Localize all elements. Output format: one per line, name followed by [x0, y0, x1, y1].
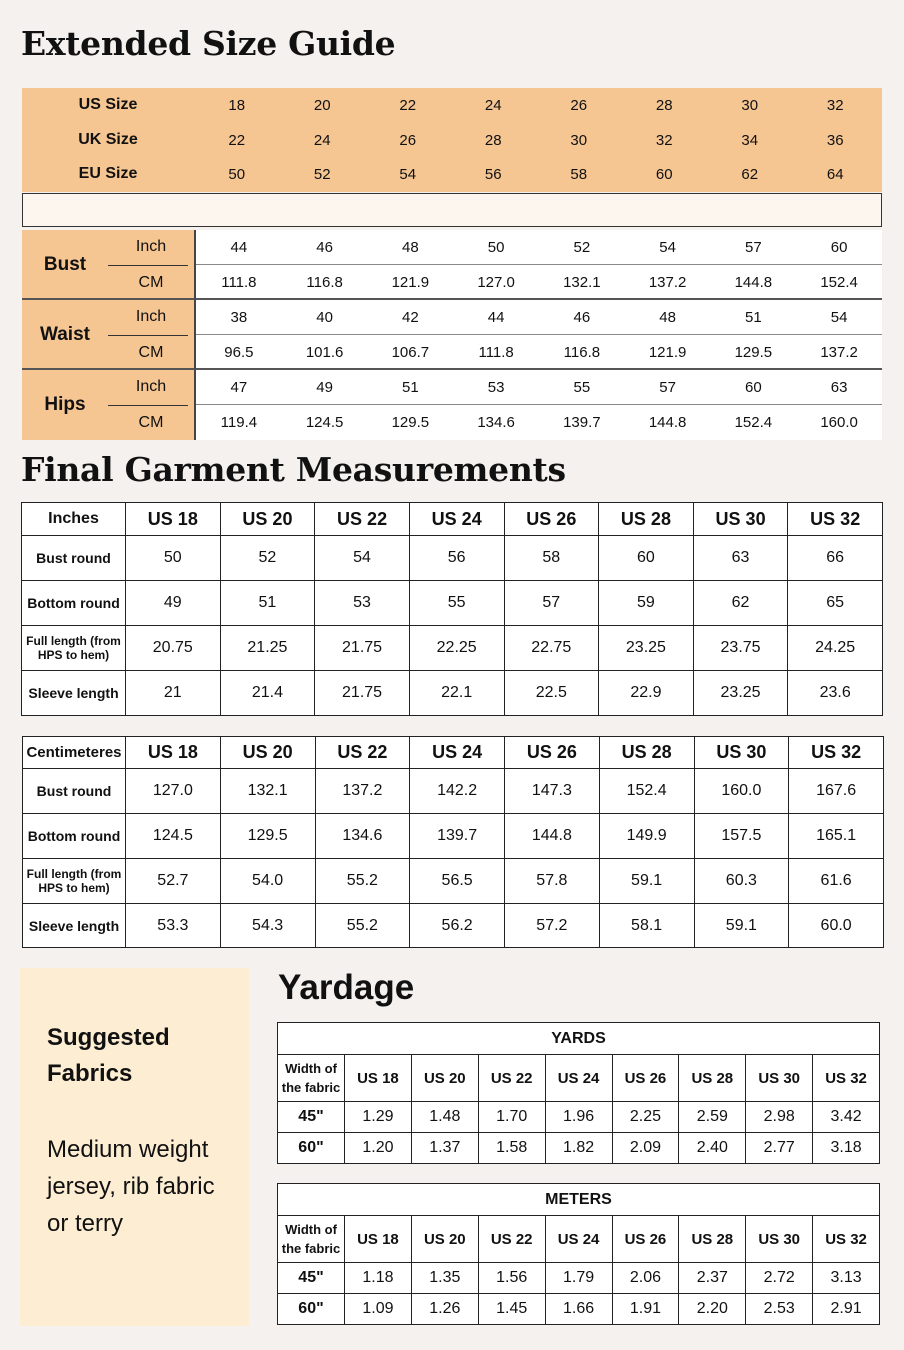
cm-label: CM	[138, 414, 164, 431]
meters-table	[277, 1183, 880, 1325]
value-cell: 124.5	[305, 413, 344, 431]
value-cell: 111.8	[221, 273, 257, 291]
yards-caption: YARDS	[278, 1023, 880, 1055]
value-cell: 160.0	[820, 413, 858, 431]
row-label: 45"	[278, 1263, 345, 1294]
value-cell: 57	[745, 238, 762, 256]
row-label: Sleeve length	[23, 904, 126, 948]
table-cell: 3.18	[813, 1133, 880, 1164]
value-cell: 132.1	[563, 273, 601, 291]
table-cell: 132.1	[220, 769, 315, 814]
value-cell: 134.6	[477, 413, 515, 431]
value-cell: 42	[402, 308, 419, 326]
table-cell: 51	[220, 581, 315, 626]
table-cell: 149.9	[599, 814, 694, 859]
table-corner: Inches	[22, 503, 126, 536]
table-cell: 23.75	[693, 626, 788, 671]
fabrics-heading: Suggested Fabrics	[47, 1024, 170, 1087]
value-cell: 116.8	[306, 273, 343, 291]
table-cell: 160.0	[694, 769, 789, 814]
value-cell: 139.7	[563, 413, 601, 431]
table-cell: 62	[693, 581, 788, 626]
table-row	[22, 536, 883, 581]
table-cell: 22.75	[504, 626, 599, 671]
table-cell: 1.96	[545, 1102, 612, 1133]
value-cell: 119.4	[220, 413, 258, 431]
table-cell: 21.4	[220, 671, 315, 716]
value-cell: 53	[487, 378, 505, 396]
row-label: Bust round	[22, 536, 126, 581]
waist-label-group	[22, 300, 194, 370]
value-cell: 96.5	[224, 343, 254, 361]
table-cell: 60.3	[694, 859, 789, 904]
garment-cm-table	[22, 736, 884, 948]
table-cell: 127.0	[126, 769, 221, 814]
table-cell: 52.7	[126, 859, 221, 904]
table-cell: 1.66	[545, 1294, 612, 1325]
column-header: US 24	[410, 737, 505, 769]
value-cell: 51	[745, 308, 762, 326]
fabrics-description: Medium weight jersey, rib fabric or terry	[47, 1136, 215, 1237]
table-cell: 2.91	[813, 1294, 880, 1325]
measurement-values	[194, 230, 882, 440]
column-header: US 24	[545, 1216, 612, 1263]
size-cell: 24	[313, 131, 331, 149]
waist-inch-row	[196, 300, 882, 334]
eu-size-row	[22, 157, 882, 191]
table-cell: 2.06	[612, 1263, 679, 1294]
size-cell: 62	[741, 165, 759, 183]
table-row	[278, 1102, 880, 1133]
table-cell: 2.72	[746, 1263, 813, 1294]
row-label: Full length (from HPS to hem)	[22, 626, 126, 671]
hips-inch-row	[196, 370, 882, 404]
bust-label-group	[22, 230, 194, 300]
table-cell: 1.91	[612, 1294, 679, 1325]
column-header: US 22	[478, 1055, 545, 1102]
hips-label-group	[22, 370, 194, 440]
table-cell: 57.8	[505, 859, 600, 904]
column-header: US 26	[505, 737, 600, 769]
table-cell: 1.20	[345, 1133, 412, 1164]
table-cell: 1.26	[411, 1294, 478, 1325]
column-header: US 28	[599, 503, 694, 536]
table-cell: 129.5	[220, 814, 315, 859]
column-header: US 28	[679, 1216, 746, 1263]
table-cell: 1.82	[545, 1133, 612, 1164]
table-row	[22, 626, 883, 671]
size-cell: 58	[570, 165, 588, 183]
size-cell: 26	[570, 96, 588, 114]
table-cell: 1.35	[411, 1263, 478, 1294]
column-header: US 20	[220, 737, 315, 769]
table-cell: 2.09	[612, 1133, 679, 1164]
table-cell: 22.25	[409, 626, 504, 671]
table-corner: Width of the fabric	[278, 1055, 345, 1102]
row-label: Bust round	[23, 769, 126, 814]
table-row	[278, 1263, 880, 1294]
table-cell: 60.0	[789, 904, 884, 948]
column-header: US 22	[315, 737, 410, 769]
column-header: US 20	[411, 1055, 478, 1102]
column-header: US 32	[813, 1216, 880, 1263]
table-cell: 2.40	[679, 1133, 746, 1164]
table-cell: 66	[788, 536, 883, 581]
column-header: US 22	[315, 503, 410, 536]
inch-label: Inch	[135, 378, 167, 395]
uk-size-label: UK Size	[78, 131, 138, 148]
value-cell: 49	[316, 378, 333, 396]
hips-values	[194, 370, 882, 440]
table-cell: 1.70	[478, 1102, 545, 1133]
column-header: US 18	[345, 1216, 412, 1263]
column-header: US 22	[478, 1216, 545, 1263]
table-cell: 1.29	[345, 1102, 412, 1133]
bust-inch-row	[196, 230, 882, 264]
table-cell: 2.59	[679, 1102, 746, 1133]
value-cell: 60	[830, 238, 848, 256]
table-cell: 3.13	[813, 1263, 880, 1294]
table-cell: 1.58	[478, 1133, 545, 1164]
body-measurements	[22, 230, 882, 440]
table-cell: 167.6	[789, 769, 884, 814]
value-cell: 52	[573, 238, 591, 256]
value-cell: 44	[487, 308, 505, 326]
size-cell: 24	[484, 96, 502, 114]
value-cell: 50	[487, 238, 505, 256]
table-cell: 137.2	[315, 769, 410, 814]
table-cell: 59	[599, 581, 694, 626]
table-cell: 23.6	[788, 671, 883, 716]
table-cell: 24.25	[788, 626, 883, 671]
table-cell: 21.75	[315, 626, 410, 671]
table-cell: 2.98	[746, 1102, 813, 1133]
table-cell: 157.5	[694, 814, 789, 859]
value-cell: 127.0	[477, 273, 515, 291]
size-cell: 22	[228, 131, 246, 149]
table-cell: 54.0	[220, 859, 315, 904]
cm-label: CM	[138, 344, 164, 361]
column-header: US 20	[220, 503, 315, 536]
table-cell: 139.7	[410, 814, 505, 859]
table-cell: 57	[504, 581, 599, 626]
column-header: US 18	[126, 737, 221, 769]
table-cell: 165.1	[789, 814, 884, 859]
value-cell: 54	[830, 308, 848, 326]
value-cell: 54	[659, 238, 676, 256]
column-header: US 24	[545, 1055, 612, 1102]
table-cell: 134.6	[315, 814, 410, 859]
size-cell: 32	[826, 96, 844, 114]
value-cell: 106.7	[391, 343, 430, 361]
meters-caption: METERS	[278, 1184, 880, 1216]
size-cell: 56	[484, 165, 502, 183]
table-cell: 1.56	[478, 1263, 545, 1294]
table-cell: 21	[126, 671, 221, 716]
row-label: Bottom round	[23, 814, 126, 859]
table-cell: 52	[220, 536, 315, 581]
column-header: US 30	[746, 1216, 813, 1263]
value-cell: 48	[402, 238, 419, 256]
table-cell: 23.25	[599, 626, 694, 671]
table-cell: 144.8	[505, 814, 600, 859]
table-cell: 20.75	[126, 626, 221, 671]
table-cell: 57.2	[505, 904, 600, 948]
table-cell: 22.1	[409, 671, 504, 716]
table-cell: 22.5	[504, 671, 599, 716]
table-cell: 22.9	[599, 671, 694, 716]
table-row	[23, 814, 884, 859]
table-cell: 56	[409, 536, 504, 581]
bust-cm-row	[196, 264, 882, 299]
column-header: US 32	[788, 503, 883, 536]
table-cell: 2.37	[679, 1263, 746, 1294]
table-cell: 1.45	[478, 1294, 545, 1325]
value-cell: 57	[659, 378, 676, 396]
size-cell: 26	[399, 131, 417, 149]
table-cell: 124.5	[126, 814, 221, 859]
yards-table	[277, 1022, 880, 1164]
row-label: 60"	[278, 1294, 345, 1325]
bust-values	[194, 230, 882, 300]
table-corner: Width of the fabric	[278, 1216, 345, 1263]
table-cell: 65	[788, 581, 883, 626]
bust-label: Bust	[43, 254, 87, 275]
value-cell: 60	[745, 378, 762, 396]
size-cell: 60	[655, 165, 673, 183]
row-label: Full length (from HPS to hem)	[23, 859, 126, 904]
value-cell: 40	[316, 308, 333, 326]
row-label: Bottom round	[22, 581, 126, 626]
table-cell: 55	[409, 581, 504, 626]
measurement-labels	[22, 230, 194, 440]
value-cell: 129.5	[391, 413, 430, 431]
value-cell: 101.6	[305, 343, 344, 361]
column-header: US 30	[746, 1055, 813, 1102]
size-cell: 28	[655, 96, 673, 114]
size-cell: 20	[313, 96, 331, 114]
value-cell: 47	[230, 378, 248, 396]
column-header: US 18	[126, 503, 221, 536]
inch-label: Inch	[135, 308, 167, 325]
eu-size-label: EU Size	[78, 165, 138, 182]
column-header: US 30	[693, 503, 788, 536]
column-header: US 28	[599, 737, 694, 769]
table-cell: 1.79	[545, 1263, 612, 1294]
table-cell: 2.53	[746, 1294, 813, 1325]
column-header: US 18	[345, 1055, 412, 1102]
table-corner: Centimeteres	[23, 737, 126, 769]
suggested-fabrics-panel	[20, 968, 249, 1326]
value-cell: 144.8	[734, 273, 773, 291]
size-cell: 52	[313, 165, 331, 183]
row-label: Sleeve length	[22, 671, 126, 716]
value-cell: 38	[230, 308, 248, 326]
table-cell: 55.2	[315, 859, 410, 904]
value-cell: 137.2	[648, 273, 687, 291]
size-cell: 34	[741, 131, 759, 149]
table-cell: 152.4	[599, 769, 694, 814]
size-cell: 54	[399, 165, 417, 183]
value-cell: 152.4	[734, 413, 773, 431]
value-cell: 144.8	[648, 413, 687, 431]
hips-label: Hips	[44, 394, 86, 415]
size-cell: 30	[570, 131, 588, 149]
column-header: US 20	[411, 1216, 478, 1263]
us-size-label: US Size	[78, 96, 138, 113]
waist-label: Waist	[40, 324, 90, 345]
table-cell: 58	[504, 536, 599, 581]
waist-cm-row	[196, 334, 882, 369]
value-cell: 137.2	[820, 343, 858, 361]
table-cell: 21.75	[315, 671, 410, 716]
size-cell: 18	[228, 96, 246, 114]
table-cell: 1.37	[411, 1133, 478, 1164]
value-cell: 111.8	[478, 343, 514, 361]
value-cell: 152.4	[820, 273, 858, 291]
size-guide-title: Extended Size Guide	[21, 24, 396, 63]
size-header-block	[22, 88, 882, 192]
size-guide-divider	[22, 193, 882, 227]
value-cell: 46	[316, 238, 333, 256]
value-cell: 51	[402, 378, 419, 396]
table-cell: 54	[315, 536, 410, 581]
table-cell: 49	[126, 581, 221, 626]
size-cell: 36	[826, 131, 844, 149]
table-row	[278, 1133, 880, 1164]
value-cell: 121.9	[648, 343, 687, 361]
table-row	[22, 671, 883, 716]
table-cell: 142.2	[410, 769, 505, 814]
table-cell: 21.25	[220, 626, 315, 671]
value-cell: 121.9	[391, 273, 430, 291]
table-cell: 3.42	[813, 1102, 880, 1133]
table-cell: 59.1	[694, 904, 789, 948]
row-label: 60"	[278, 1133, 345, 1164]
size-cell: 50	[228, 165, 246, 183]
column-header: US 32	[813, 1055, 880, 1102]
table-cell: 59.1	[599, 859, 694, 904]
row-label: 45"	[278, 1102, 345, 1133]
table-row	[278, 1294, 880, 1325]
table-cell: 1.09	[345, 1294, 412, 1325]
table-cell: 1.48	[411, 1102, 478, 1133]
table-cell: 2.77	[746, 1133, 813, 1164]
table-row	[23, 769, 884, 814]
table-cell: 56.5	[410, 859, 505, 904]
table-row	[23, 859, 884, 904]
table-cell: 61.6	[789, 859, 884, 904]
table-cell: 53.3	[126, 904, 221, 948]
size-guide-table	[22, 88, 882, 440]
value-cell: 55	[573, 378, 591, 396]
value-cell: 46	[573, 308, 591, 326]
column-header: US 32	[789, 737, 884, 769]
table-cell: 55.2	[315, 904, 410, 948]
waist-values	[194, 300, 882, 370]
table-cell: 2.25	[612, 1102, 679, 1133]
column-header: US 26	[612, 1216, 679, 1263]
value-cell: 48	[659, 308, 676, 326]
uk-size-row	[22, 123, 882, 157]
value-cell: 116.8	[563, 343, 601, 361]
table-cell: 54.3	[220, 904, 315, 948]
value-cell: 129.5	[734, 343, 773, 361]
size-cell: 22	[399, 96, 417, 114]
table-cell: 63	[693, 536, 788, 581]
garment-title: Final Garment Measurements	[21, 450, 566, 489]
table-cell: 50	[126, 536, 221, 581]
column-header: US 30	[694, 737, 789, 769]
column-header: US 26	[612, 1055, 679, 1102]
size-cell: 30	[741, 96, 759, 114]
table-row	[23, 904, 884, 948]
table-cell: 60	[599, 536, 694, 581]
table-cell: 56.2	[410, 904, 505, 948]
garment-inches-table	[21, 502, 883, 716]
size-cell: 32	[655, 131, 673, 149]
table-cell: 2.20	[679, 1294, 746, 1325]
value-cell: 63	[830, 378, 848, 396]
size-cell: 28	[484, 131, 502, 149]
us-size-row	[22, 88, 882, 122]
table-cell: 1.18	[345, 1263, 412, 1294]
table-cell: 23.25	[693, 671, 788, 716]
table-cell: 147.3	[505, 769, 600, 814]
column-header: US 24	[409, 503, 504, 536]
yardage-title: Yardage	[278, 968, 415, 1007]
cm-label: CM	[138, 274, 164, 291]
column-header: US 26	[504, 503, 599, 536]
column-header: US 28	[679, 1055, 746, 1102]
hips-cm-row	[196, 404, 882, 439]
table-cell: 58.1	[599, 904, 694, 948]
size-cell: 64	[826, 165, 844, 183]
value-cell: 44	[230, 238, 248, 256]
table-row	[22, 581, 883, 626]
table-cell: 53	[315, 581, 410, 626]
inch-label: Inch	[135, 238, 167, 255]
